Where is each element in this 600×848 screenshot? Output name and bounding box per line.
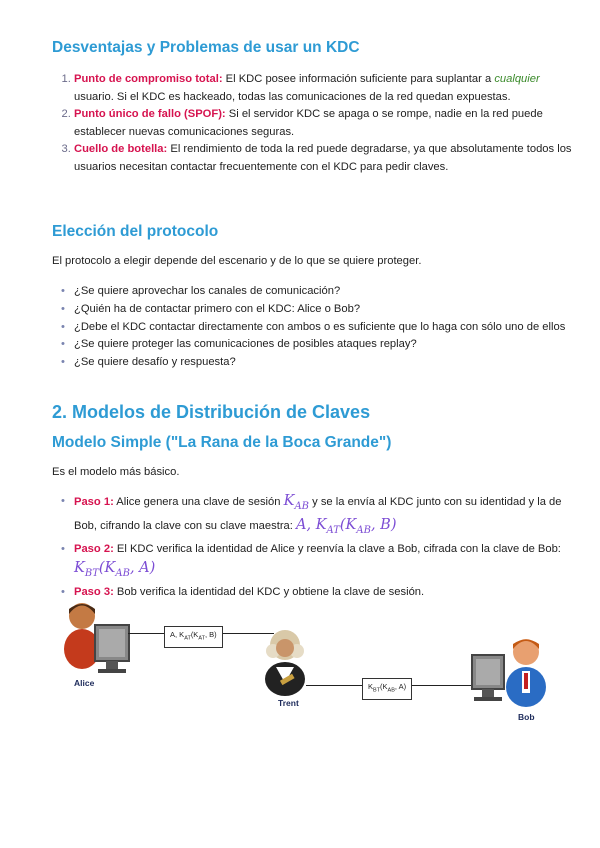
list-item: • ¿Quién ha de contactar primero con el KDC: Alice o Bob? — [74, 301, 572, 319]
section-heading-models: 2. Modelos de Distribución de Claves — [52, 402, 371, 422]
section-heading-protocol: Elección del protocolo — [52, 223, 219, 240]
bob-label: Bob — [518, 712, 535, 722]
item-label: Punto único de fallo (SPOF): — [74, 108, 226, 120]
step-text: El KDC verifica la identidad de Alice y reenvía la clave a Bob, cifrada con la clave de Bob: — [113, 542, 561, 555]
list-item: • ¿Se quiere aprovechar los canales de comunicación? — [74, 283, 572, 301]
item-label: Cuello de botella: — [74, 143, 168, 155]
item-text: El rendimiento de toda la red puede degradarse, ya que absolutamente todos los usuarios necesitan contactar frecuentemente con el KDC para pedir claves. — [74, 143, 572, 173]
steps-list — [52, 492, 572, 602]
list-item — [74, 492, 572, 540]
step-text: Alice genera una clave de sesión — [113, 496, 284, 508]
trent-label: Trent — [278, 698, 299, 708]
bob-computer-icon — [470, 635, 550, 711]
emphasis-text: cualquier — [494, 73, 540, 85]
section-heading-disadvantages: Desventajas y Problemas de usar un KDC — [52, 39, 360, 56]
step-label: Paso 3: — [74, 585, 114, 598]
key-distribution-diagram — [0, 595, 600, 735]
item-text: El KDC posee información suficiente para suplantar a — [222, 73, 495, 85]
message-1-box: A, $K_{AT}(K_{AT}$, B) — [164, 626, 223, 648]
list-item — [74, 71, 572, 106]
step-text: Bob verifica la identidad del KDC y obtiene la clave de sesión. — [113, 585, 425, 598]
alice-computer-icon — [62, 599, 142, 677]
list-item — [74, 141, 572, 176]
step-label: Paso 2: — [74, 542, 114, 555]
math-message-1: A, $K_{AT}(K_{AB}$, B) — [296, 516, 397, 536]
item-label: Punto de compromiso total: — [74, 73, 223, 85]
list-item: • ¿Se quiere proteger las comunicaciones de posibles ataques replay? — [74, 336, 572, 354]
trent-judge-icon — [262, 627, 308, 697]
list-item: • ¿Debe el KDC contactar directamente con ambos o es suficiente que lo haga con sólo uno de ellos — [74, 319, 572, 337]
math-message-2: $K_{BT}(K_{AB}$, A) — [74, 559, 156, 579]
math-kab: $K_{AB}$ — [283, 493, 310, 512]
step-text: y se la envía al KDC junto con su identidad y la de Bob, cifrando la clave con su clave maestra: — [74, 496, 562, 532]
list-item — [74, 540, 572, 583]
questions-list — [52, 283, 572, 372]
protocol-intro: El protocolo a elegir depende del escenario y de lo que se quiere proteger. — [52, 255, 422, 267]
disadvantages-list — [52, 71, 572, 176]
list-item: • ¿Se quiere desafío y respuesta? — [74, 354, 572, 372]
item-text: Si el servidor KDC se apaga o se rompe, nadie en la red puede establecer nuevas comunicaciones seguras. — [74, 108, 543, 138]
alice-label: Alice — [74, 678, 95, 688]
list-item — [74, 106, 572, 141]
message-2-box: $K_{BT}(K_{AB}$, A) — [362, 678, 412, 700]
step-label: Paso 1: — [74, 496, 114, 508]
models-intro: Es el modelo más básico. — [52, 466, 180, 478]
item-text: usuario. Si el KDC es hackeado, todas las comunicaciones de la red quedan expuestas. — [74, 90, 511, 103]
subheading-simple-model: Modelo Simple ("La Rana de la Boca Grande") — [52, 434, 392, 451]
